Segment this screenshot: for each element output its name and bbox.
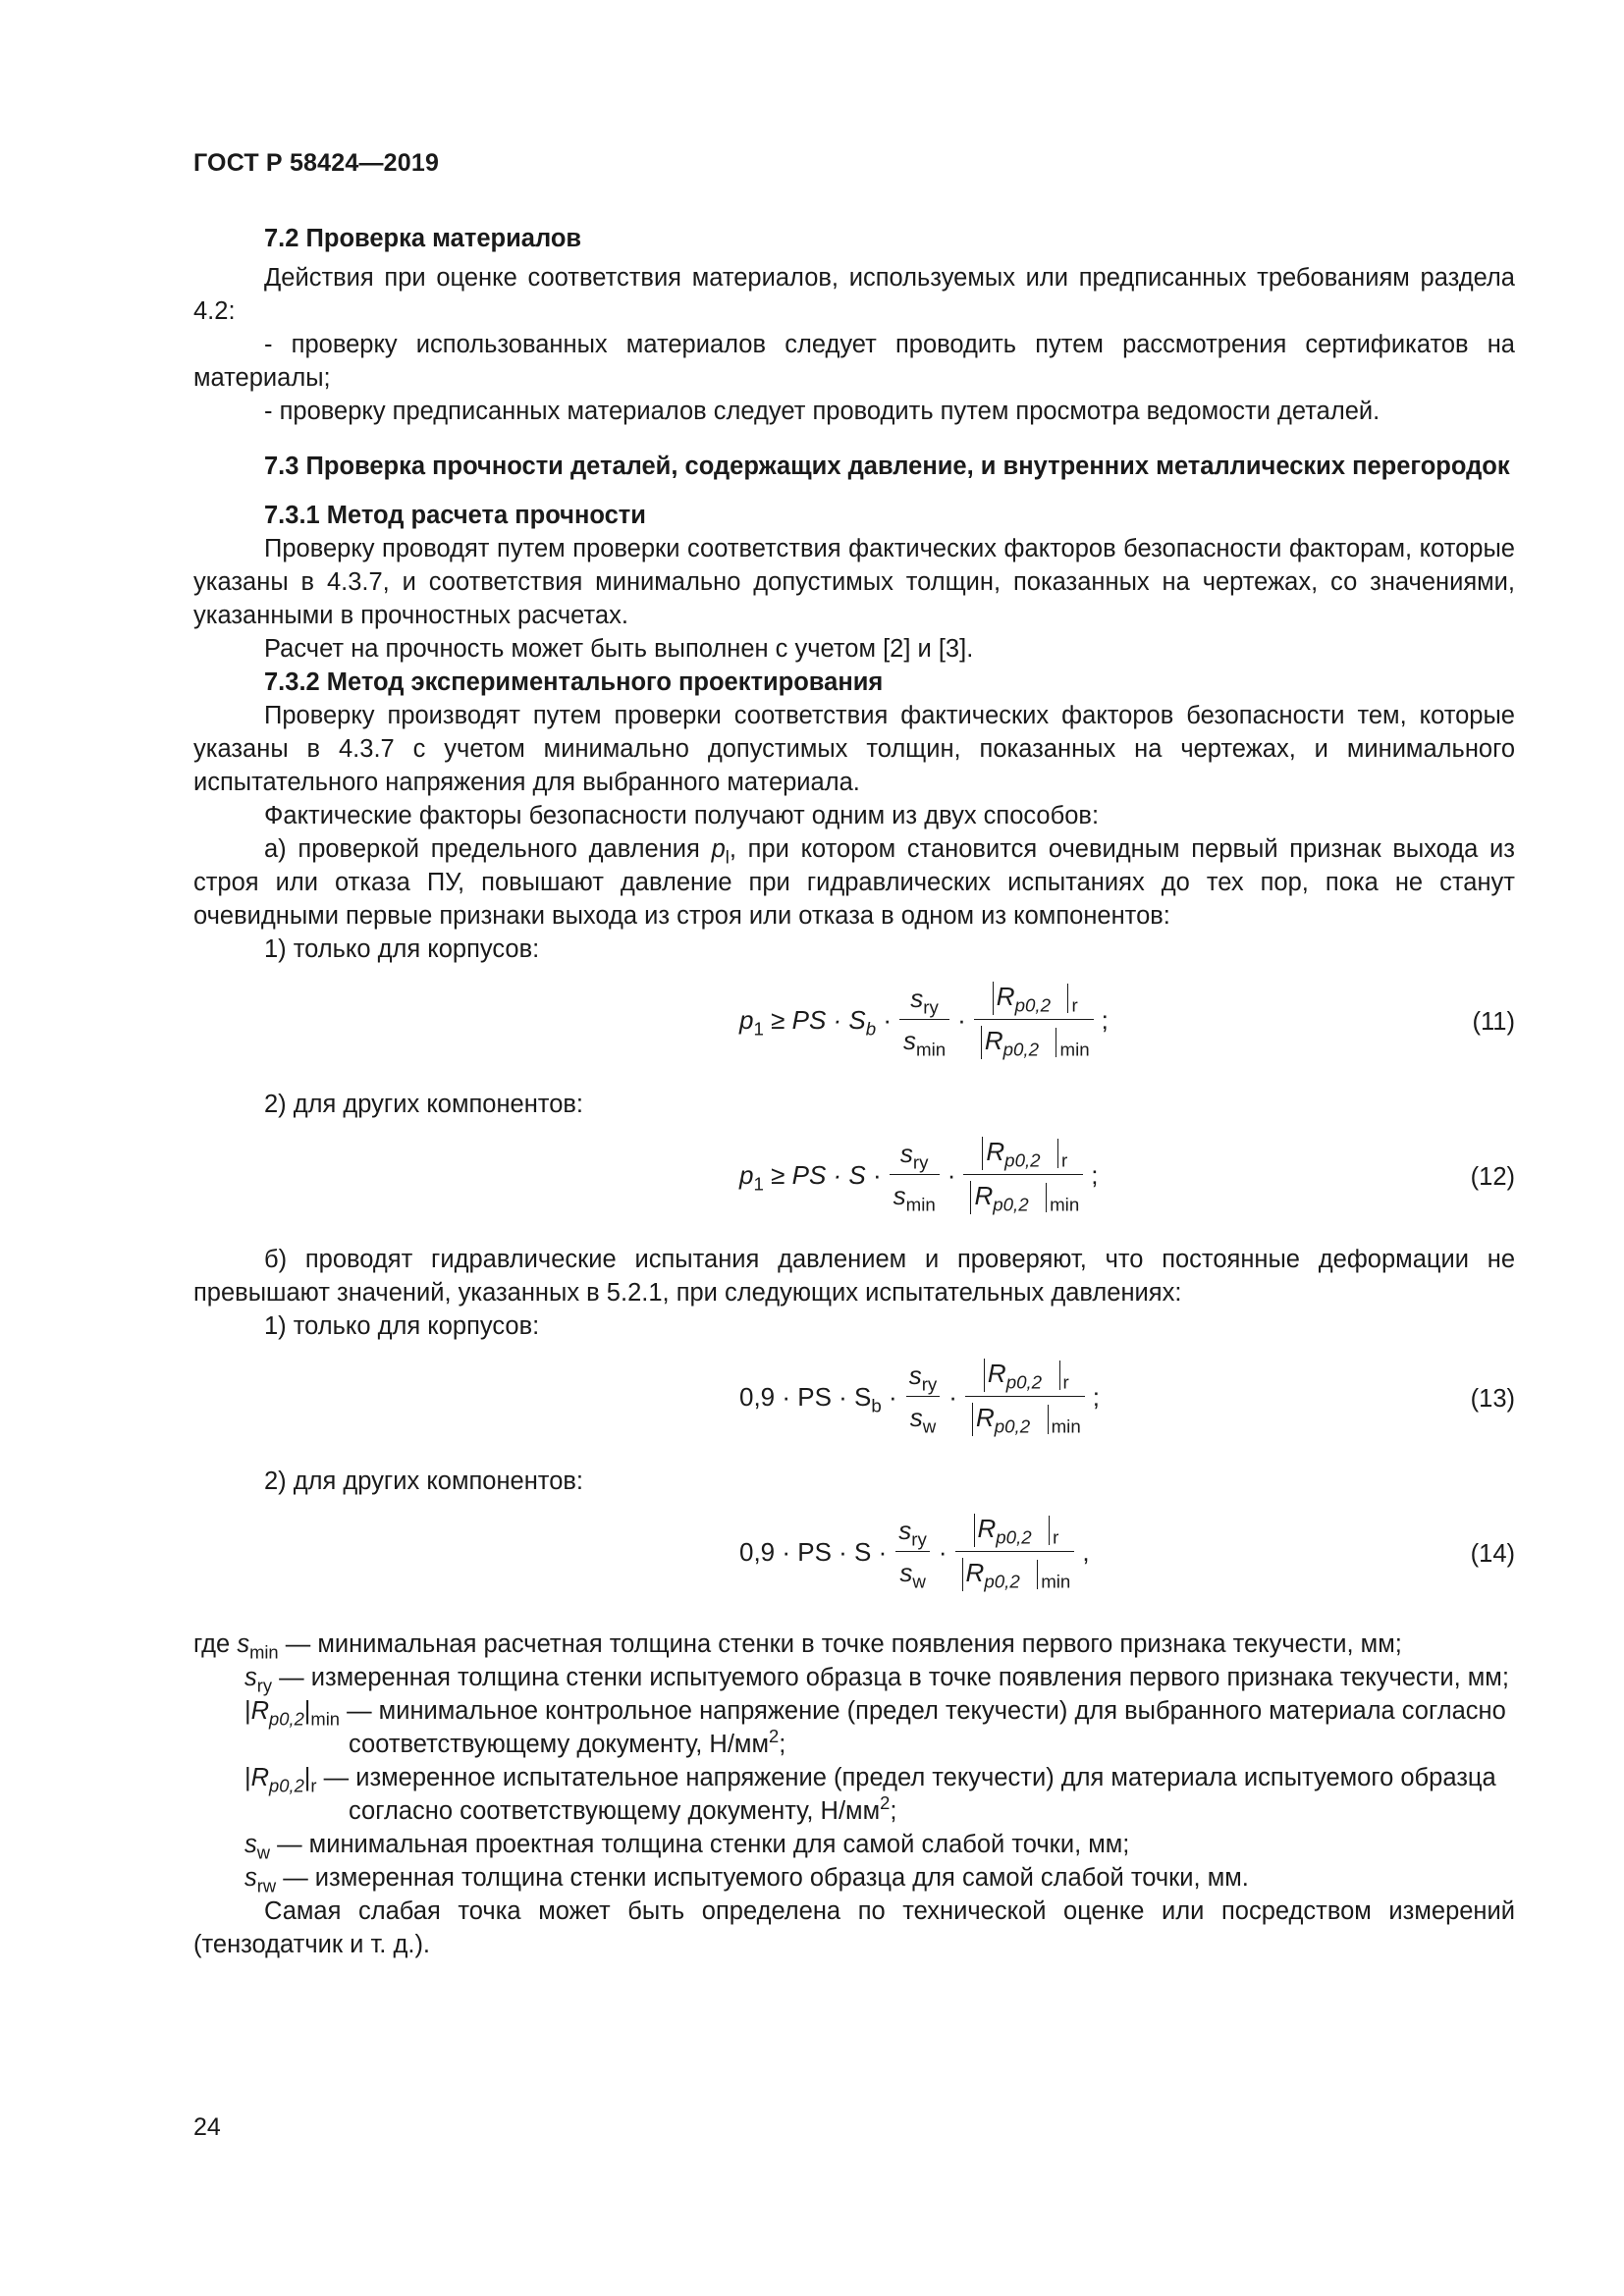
paragraph: Самая слабая точка может быть определена по технической оценке или посредством измерений (тензодатчик и т. д.). [193, 1897, 1515, 1958]
paragraph: Расчет на прочность может быть выполнен с учетом [2] и [3]. [264, 635, 974, 663]
equation-number: (11) [1472, 1008, 1515, 1036]
equation-number: (12) [1470, 1163, 1515, 1191]
section-7-3-title: 7.3 Проверка прочности деталей, содержащих давление, и внутренних металлических перегородок [264, 453, 1510, 480]
list-item: 2) для других компонентов: [264, 1468, 584, 1495]
paragraph: - проверку предписанных материалов следует проводить путем просмотра ведомости деталей. [264, 398, 1380, 425]
document-id-header: ГОСТ Р 58424—2019 [193, 149, 440, 177]
equation-14: 0,9 · PS · S · $\frac{s_{ry}}{s_w}$ · $\frac{R_{p0,2} _r}{R_{p0,2} _{min}}$ , (14) [739, 1514, 1515, 1592]
section-7-3-2-title: 7.3.2 Метод экспериментального проектирования [264, 668, 884, 696]
definition-item: $s_{rw}$ — измеренная толщина стенки испытуемого образца для самой слабой точки, мм. [244, 1864, 1249, 1896]
definitions-list [193, 1628, 1515, 1961]
paragraph: - проверку использованных материалов следует проводить путем рассмотрения сертификатов на материалы; [193, 331, 1515, 392]
equation-13: 0,9 · PS · $S_b$ · $\frac{s_{ry}}{s_w}$ · $\frac{R_{p0,2} _r}{R_{p0,2} _{min}}$ ; (13) [739, 1359, 1515, 1437]
paragraph: Проверку производят путем проверки соответствия фактических факторов безопасности тем, которые указаны в 4.3.7 с учетом минимально допустимых толщин, показанных на чертежах, и минимального испытательного напряжения для выбранного материала. [193, 702, 1515, 796]
equation-11: $p_1$ ≥ PS · $S_b$ · $\frac{s_{ry}}{s_{min}}$ · $\frac{R_{p0,2} _r}{R_{p0,2} _{min}}$ ; (11) [739, 982, 1515, 1060]
definition-item: $|R_{p0,2}|_{min}$ — минимальное контрольное напряжение (предел текучести) для выбранного материала согласно соответствующему документу, $Н/мм^2$; [244, 1697, 1506, 1758]
section-7-3-1-title: 7.3.1 Метод расчета прочности [264, 502, 646, 529]
definition-item: где $s_{min}$ — минимальная расчетная толщина стенки в точке появления первого признака текучести, мм; [193, 1630, 1402, 1663]
paragraph: Фактические факторы безопасности получают одним из двух способов: [264, 802, 1100, 829]
definition-item: $s_{ry}$ — измеренная толщина стенки испытуемого образца в точке появления первого признака текучести, мм; [244, 1664, 1509, 1696]
list-item: 1) только для корпусов: [264, 935, 540, 963]
equation-number: (14) [1470, 1540, 1515, 1568]
document-body [193, 222, 1515, 1961]
paragraph: Действия при оценке соответствия материалов, используемых или предписанных требованиям раздела 4.2: [193, 264, 1515, 325]
paragraph-a: а) проверкой предельного давления $p_l$, при котором становится очевидным первый признак выхода из строя или отказа ПУ, повышают давление при гидравлических испытаниях до тех пор, пока не станут очевидными первые признаки выхода из строя или отказа в одном из компонентов: [193, 835, 1515, 930]
page-number: 24 [193, 2113, 221, 2141]
paragraph-b: б) проводят гидравлические испытания давлением и проверяют, что постоянные деформации не превышают значений, указанных в 5.2.1, при следующих испытательных давлениях: [193, 1246, 1515, 1307]
equation-number: (13) [1470, 1385, 1515, 1413]
definition-item: $|R_{p0,2}|_r$ — измеренное испытательное напряжение (предел текучести) для материала испытуемого образца согласно соответствующему документу, $Н/мм^2$; [244, 1764, 1496, 1825]
definition-item: $s_w$ — минимальная проектная толщина стенки для самой слабой точки, мм; [244, 1831, 1130, 1863]
list-item: 2) для других компонентов: [264, 1091, 584, 1118]
list-item: 1) только для корпусов: [264, 1312, 540, 1340]
equation-12: $p_1$ ≥ PS · S · $\frac{s_{ry}}{s_{min}}$ · $\frac{R_{p0,2} _r}{R_{p0,2} _{min}}$ ; (12) [739, 1137, 1515, 1215]
section-7-2-title: 7.2 Проверка материалов [264, 225, 582, 252]
paragraph: Проверку проводят путем проверки соответствия фактических факторов безопасности факторам, которые указаны в 4.3.7, и соответствия минимально допустимых толщин, показанных на чертежах, со значениями, указанными в прочностных расчетах. [193, 535, 1515, 629]
